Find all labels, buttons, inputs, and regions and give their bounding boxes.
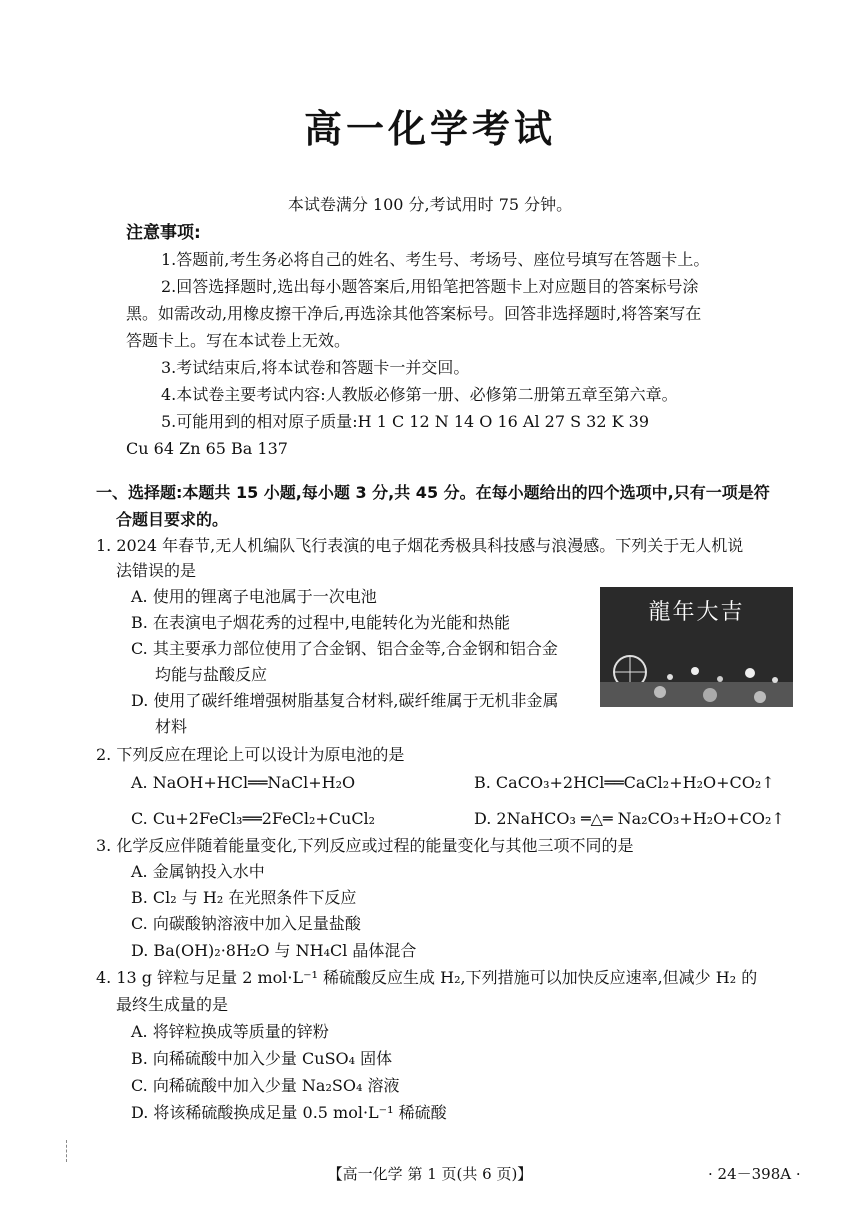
- note-line: 黑。如需改动,用橡皮擦干净后,再选涂其他答案标号。回答非选择题时,将答案写在: [126, 304, 702, 323]
- q1-option-c-cont: 均能与盐酸反应: [155, 665, 268, 684]
- q2-option-c: C. Cu+2FeCl₃══2FeCl₂+CuCl₂: [131, 809, 376, 828]
- note-line: 1.答题前,考生务必将自己的姓名、考生号、考场号、座位号填写在答题卡上。: [161, 250, 710, 269]
- section-heading-cont: 合题目要求的。: [116, 510, 229, 529]
- q4-option-d: D. 将该稀硫酸换成足量 0.5 mol·L⁻¹ 稀硫酸: [131, 1103, 447, 1122]
- q3-stem: 3. 化学反应伴随着能量变化,下列反应或过程的能量变化与其他三项不同的是: [96, 836, 634, 855]
- exam-info: 本试卷满分 100 分,考试用时 75 分钟。: [287, 195, 573, 214]
- q4-option-a: A. 将锌粒换成等质量的锌粉: [131, 1022, 329, 1041]
- q1-stem-cont: 法错误的是: [116, 561, 197, 580]
- q4-stem: 4. 13 g 锌粒与足量 2 mol·L⁻¹ 稀硫酸反应生成 H₂,下列措施可以加快反应速率,但减少 H₂ 的: [96, 968, 758, 987]
- section-heading: 一、选择题:本题共 15 小题,每小题 3 分,共 45 分。在每小题给出的四个选项中,只有一项是符: [96, 483, 770, 502]
- fireworks-photo: [600, 587, 793, 707]
- q2-option-d: D. 2NaHCO₃ ═△═ Na₂CO₃+H₂O+CO₂↑: [474, 809, 785, 828]
- note-line: 5.可能用到的相对原子质量:H 1 C 12 N 14 O 16 Al 27 S 32 K 39: [161, 412, 650, 431]
- note-line: Cu 64 Zn 65 Ba 137: [126, 439, 288, 458]
- exam-title: 高一化学考试: [303, 107, 556, 151]
- fireworks-scene: [600, 587, 793, 707]
- q3-option-b: B. Cl₂ 与 H₂ 在光照条件下反应: [131, 888, 357, 907]
- note-line: 3.考试结束后,将本试卷和答题卡一并交回。: [161, 358, 470, 377]
- q1-option-d: D. 使用了碳纤维增强树脂基复合材料,碳纤维属于无机非金属: [131, 691, 559, 710]
- q4-option-c: C. 向稀硫酸中加入少量 Na₂SO₄ 溶液: [131, 1076, 400, 1095]
- q3-option-d: D. Ba(OH)₂·8H₂O 与 NH₄Cl 晶体混合: [131, 941, 417, 960]
- q1-option-d-cont: 材料: [155, 717, 188, 736]
- q3-option-a: A. 金属钠投入水中: [131, 862, 265, 881]
- photo-caption: 龍年大吉: [648, 600, 745, 625]
- q4-stem-cont: 最终生成量的是: [116, 995, 229, 1014]
- q2-option-a: A. NaOH+HCl══NaCl+H₂O: [131, 773, 356, 792]
- notes-heading: 注意事项:: [126, 223, 201, 243]
- q4-option-b: B. 向稀硫酸中加入少量 CuSO₄ 固体: [131, 1049, 393, 1068]
- q2-stem: 2. 下列反应在理论上可以设计为原电池的是: [96, 745, 405, 764]
- note-line: 2.回答选择题时,选出每小题答案后,用铅笔把答题卡上对应题目的答案标号涂: [161, 277, 699, 296]
- q1-option-b: B. 在表演电子烟花秀的过程中,电能转化为光能和热能: [131, 613, 511, 632]
- scan-mark: [66, 1140, 68, 1162]
- q1-stem: 1. 2024 年春节,无人机编队飞行表演的电子烟花秀极具科技感与浪漫感。下列关于无人机说: [96, 536, 744, 555]
- note-line: 4.本试卷主要考试内容:人教版必修第一册、必修第二册第五章至第六章。: [161, 385, 678, 404]
- q1-option-a: A. 使用的锂离子电池属于一次电池: [131, 587, 377, 606]
- q1-option-c: C. 其主要承力部位使用了合金钢、铝合金等,合金钢和铝合金: [131, 639, 558, 658]
- q2-option-b: B. CaCO₃+2HCl══CaCl₂+H₂O+CO₂↑: [474, 773, 775, 792]
- q3-option-c: C. 向碳酸钠溶液中加入足量盐酸: [131, 914, 361, 933]
- page-footer: 【高一化学 第 1 页(共 6 页)】: [327, 1165, 533, 1183]
- paper-code: · 24－398A ·: [708, 1165, 801, 1183]
- note-line: 答题卡上。写在本试卷上无效。: [126, 331, 351, 350]
